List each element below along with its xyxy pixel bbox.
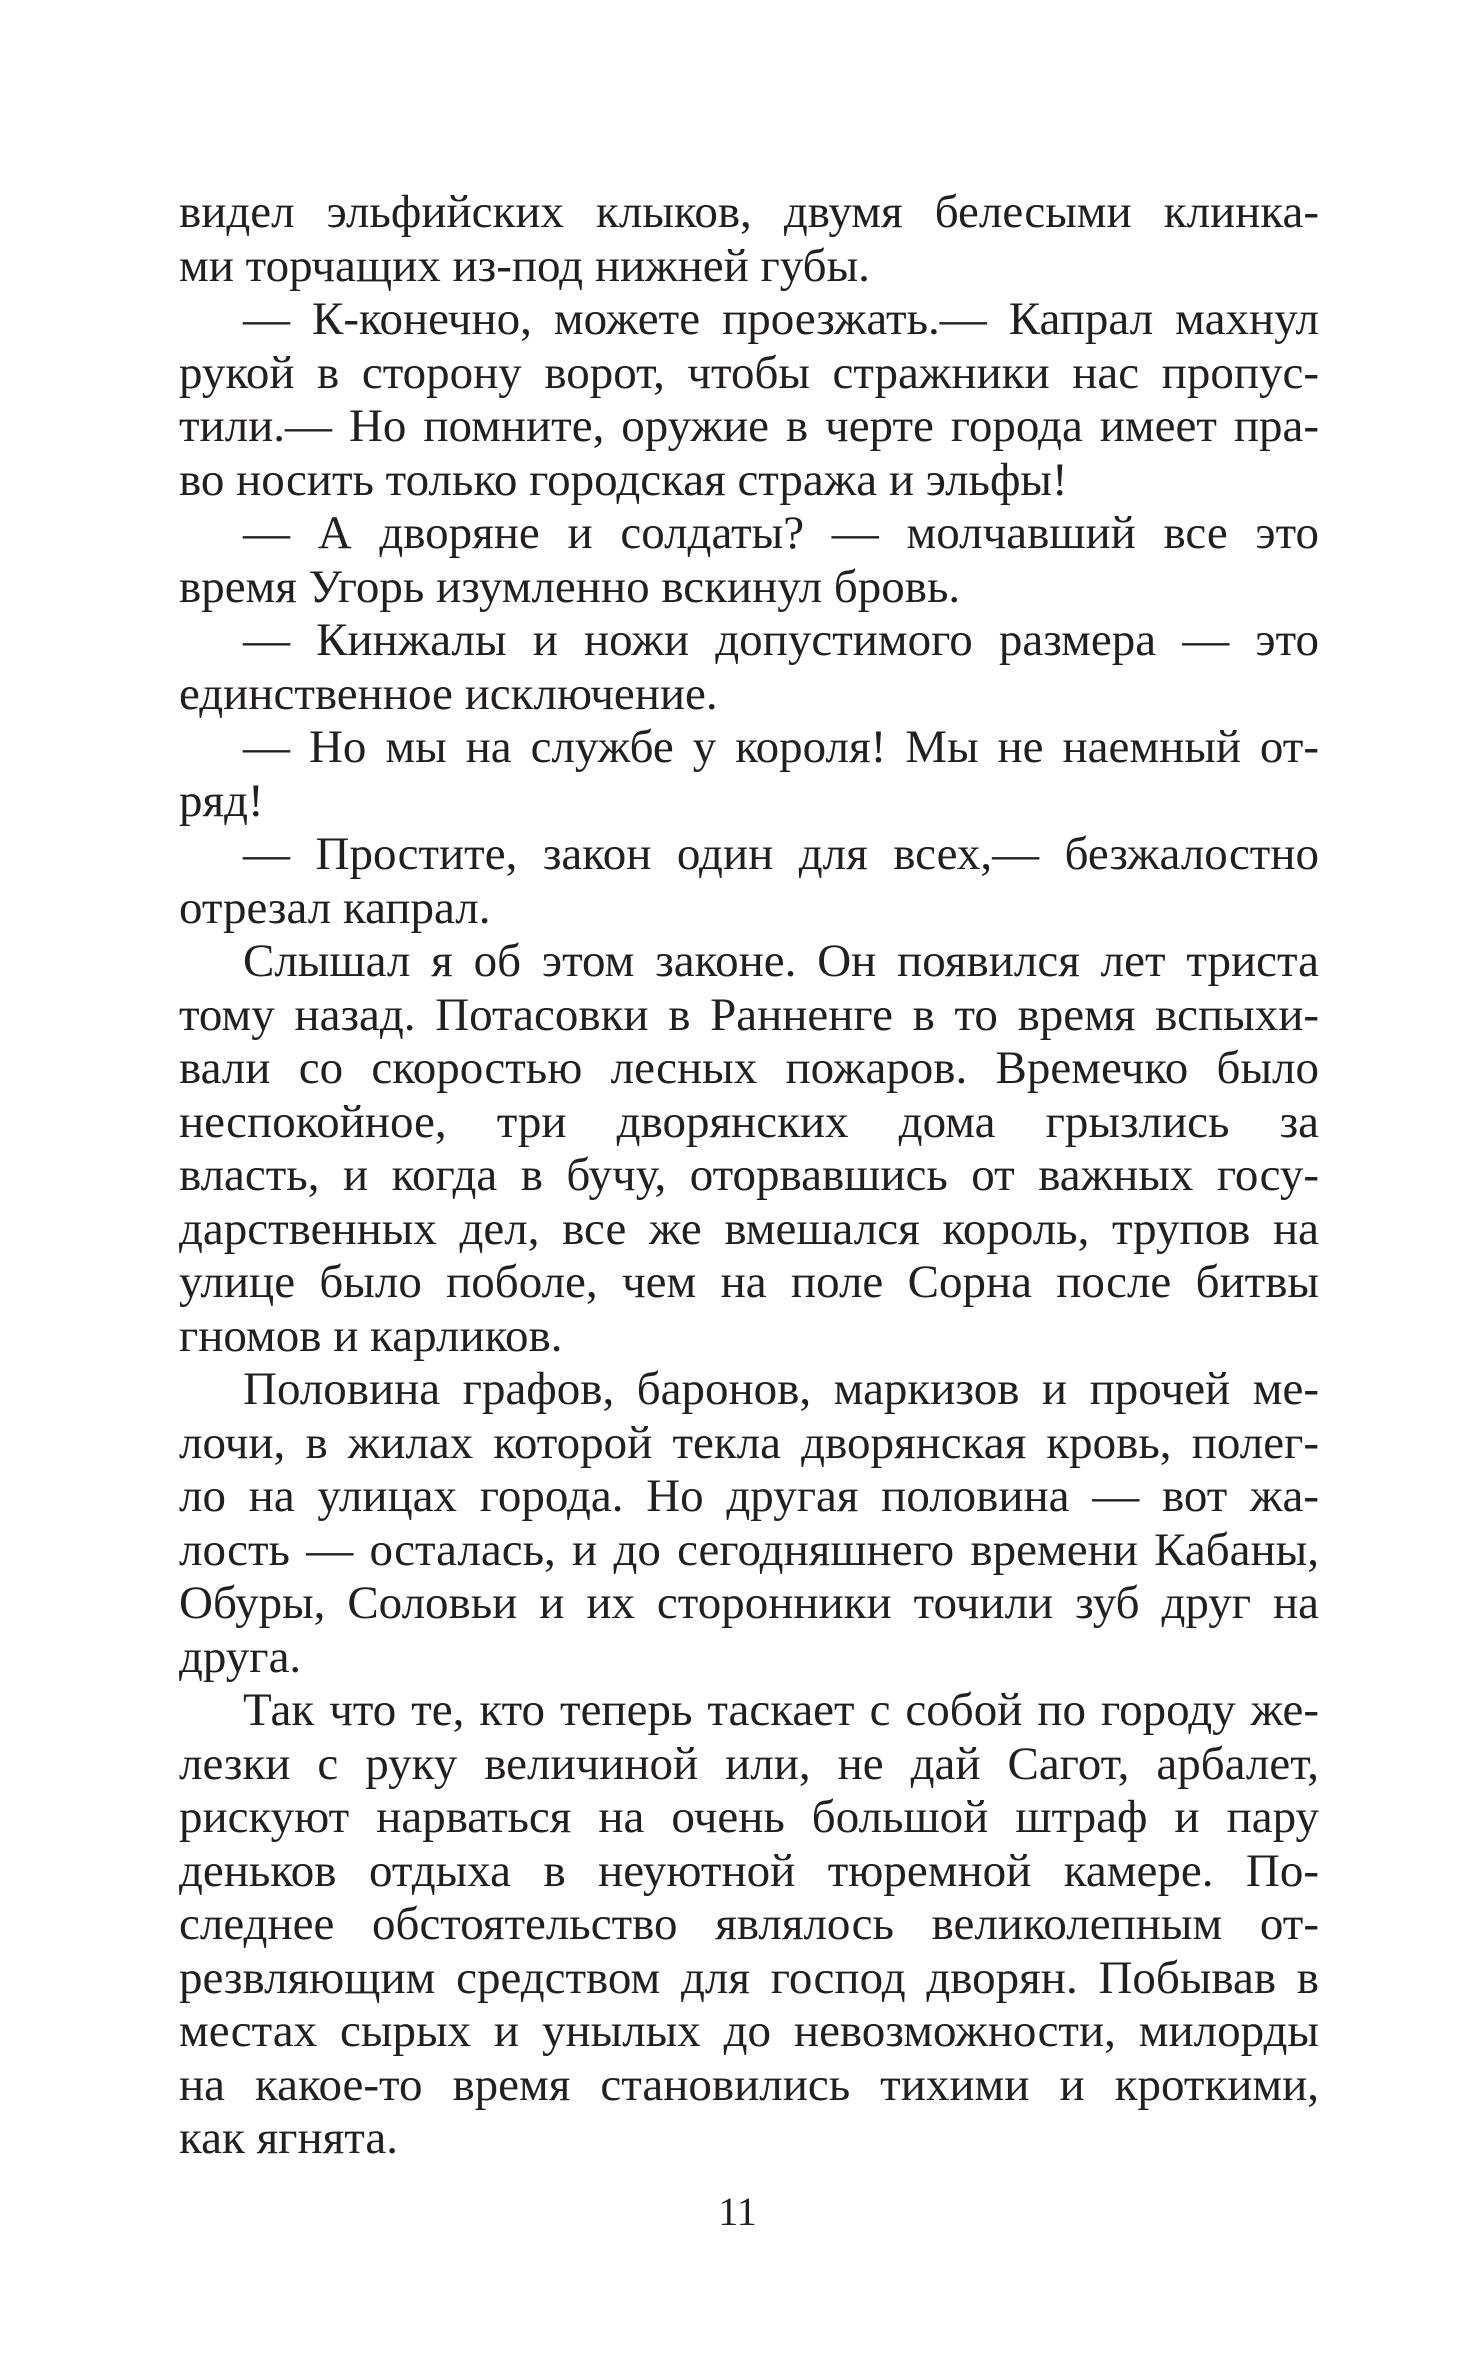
text-line: — Но мы на службе у короля! Мы не наемный от- [243,721,1319,773]
text-line: улице было поболе, чем на поле Сорна после битвы [179,1256,1319,1308]
body-text [179,186,1319,2166]
text-line: тили.— Но помните, оружие в черте города имеет пра- [179,400,1319,452]
text-line: гномов и карликов. [179,1309,563,1362]
text-line: рискуют нарваться на очень большой штраф и пару [179,1791,1319,1843]
text-line: время Угорь изумленно вскинул бровь. [179,560,961,613]
text-line: тому назад. Потасовки в Ранненге в то время вспыхи- [179,988,1319,1041]
text-line: ло на улицах города. Но другая половина — вот жа- [179,1470,1319,1522]
text-line: местах сырых и унылых до невозможности, милорды [179,2005,1319,2057]
text-line: отрезал капрал. [179,881,491,934]
text-line: ряд! [179,774,264,827]
page-number: 11 [718,2189,757,2234]
text-line: ми торчащих из-под нижней губы. [179,239,870,292]
text-line: — К-конечно, можете проезжать.— Капрал махнул [243,293,1319,345]
text-line: следнее обстоятельство являлось великолепным от- [179,1898,1319,1950]
text-line: резвляющим средством для господ дворян. Побывав в [179,1951,1319,2004]
text-line: деньков отдыха в неуютной тюремной камере. По- [179,1844,1319,1897]
text-line: Слышал я об этом законе. Он появился лет триста [243,935,1319,987]
text-line: Обуры, Соловьи и их сторонники точили зуб друг на [179,1577,1319,1629]
text-line: дарственных дел, все же вмешался король, трупов на [179,1202,1319,1255]
text-line: неспокойное, три дворянских дома грызлись за [179,1095,1319,1148]
text-line: — А дворяне и солдаты? — молчавший все это [243,507,1319,559]
text-line: власть, и когда в бучу, оторвавшись от важных госу- [179,1149,1319,1201]
text-line: видел эльфийских клыков, двумя белесыми клинка- [179,186,1319,238]
text-line: лезки с руку величиной или, не дай Сагот, арбалет, [179,1737,1319,1790]
text-line: лость — осталась, и до сегодняшнего времени Кабаны, [179,1523,1319,1576]
text-line: на какое-то время становились тихими и кроткими, [179,2058,1319,2111]
text-line: во носить только городская стража и эльфы! [179,453,1068,506]
text-line: Так что те, кто теперь таскает с собой по городу же- [243,1684,1319,1736]
text-line: рукой в сторону ворот, чтобы стражники нас пропус- [179,346,1319,399]
text-line: как ягнята. [179,2112,398,2164]
text-line: вали со скоростью лесных пожаров. Времечко было [179,1042,1319,1094]
text-line: друга. [179,1630,302,1683]
text-line: — Простите, закон один для всех,— безжалостно [243,828,1319,880]
text-line: — Кинжалы и ножи допустимого размера — это [243,614,1319,666]
text-line: Половина графов, баронов, маркизов и прочей ме- [243,1363,1319,1415]
text-line: лочи, в жилах которой текла дворянская кровь, полег- [179,1416,1319,1469]
text-line: единственное исключение. [179,667,718,720]
